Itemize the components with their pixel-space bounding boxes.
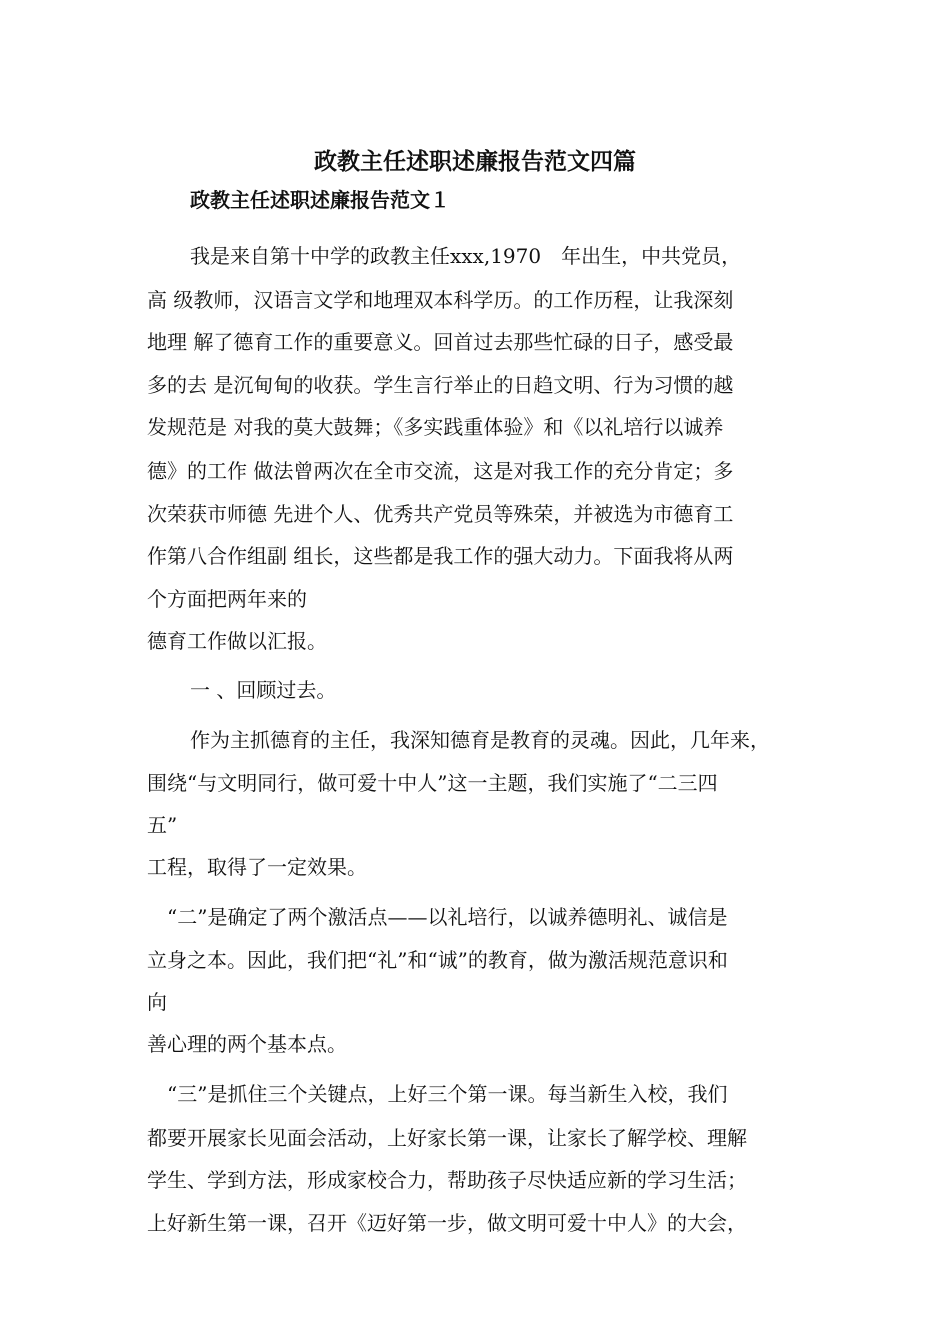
paragraph-line: 都要开展家长见面会活动，上好家长第一课，让家长了解学校、理解: [147, 1126, 747, 1150]
paragraph-line: 多的去 是沉甸甸的收获。学生言行举止的日趋文明、行为习惯的越: [147, 373, 734, 397]
paragraph-line: 我是来自第十中学的政教主任xxx,1970 年出生，中共党员，: [190, 244, 742, 268]
paragraph-line: “二”是确定了两个激活点——以礼培行，以诚养德明礼、诚信是: [167, 905, 728, 929]
paragraph-line: 次荣获市师德 先进个人、优秀共产党员等殊荣，并被选为市德育工: [147, 502, 734, 526]
paragraph-line: 学生、学到方法，形成家校合力，帮助孩子尽快适应新的学习生活；: [147, 1168, 747, 1192]
paragraph-line: 五”: [147, 813, 178, 837]
paragraph-line: 个方面把两年来的: [147, 587, 307, 611]
paragraph-line: 善心理的两个基本点。: [147, 1032, 347, 1056]
paragraph-line: 发规范是 对我的莫大鼓舞；《多实践重体验》和《以礼培行以诚养: [147, 415, 724, 439]
document-title: 政教主任述职述廉报告范文四篇: [314, 149, 636, 175]
paragraph-line: 上好新生第一课，召开《迈好第一步，做文明可爱十中人》的大会，: [147, 1211, 747, 1235]
paragraph-line: 作第八合作组副 组长，这些都是我工作的强大动力。下面我将从两: [147, 544, 734, 568]
document-subtitle: 政教主任述职述廉报告范文１: [190, 188, 450, 212]
paragraph-line: 工程，取得了一定效果。: [147, 855, 367, 879]
paragraph-line: 高 级教师，汉语言文学和地理双本科学历。的工作历程，让我深刻: [147, 288, 734, 312]
paragraph-line: 立身之本。因此，我们把“礼”和“诚”的教育，做为激活规范意识和: [147, 948, 728, 972]
paragraph-line: 向: [147, 990, 167, 1014]
paragraph-line: 德育工作做以汇报。: [147, 629, 327, 653]
paragraph-line: 德》的工作 做法曾两次在全市交流，这是对我工作的充分肯定；多: [147, 459, 734, 483]
paragraph-line: 围绕“与文明同行，做可爱十中人”这一主题，我们实施了“二三四: [147, 771, 718, 795]
paragraph-line: 作为主抓德育的主任，我深知德育是教育的灵魂。因此，几年来，: [190, 728, 770, 752]
paragraph-line: 地理 解了德育工作的重要意义。回首过去那些忙碌的日子，感受最: [147, 330, 734, 354]
paragraph-line: “三”是抓住三个关键点，上好三个第一课。每当新生入校，我们: [167, 1082, 728, 1106]
section-heading: 一 、回顾过去。: [190, 678, 337, 702]
